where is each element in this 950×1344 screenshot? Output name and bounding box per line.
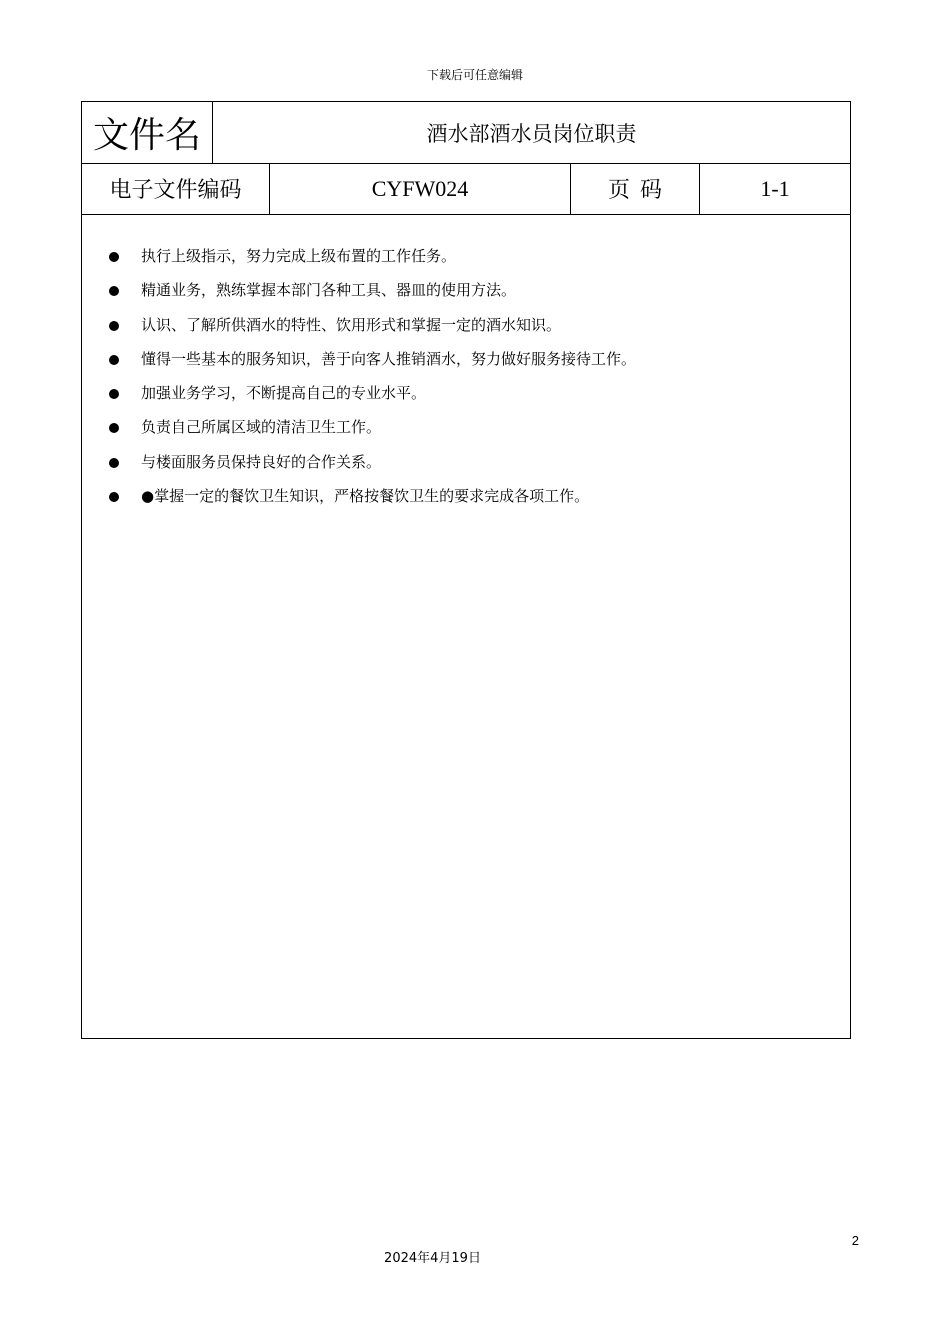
list-item: [82, 479, 850, 513]
document-title: 酒水部酒水员岗位职责: [426, 121, 637, 146]
file-code-label: 电子文件编码: [82, 163, 270, 214]
code-row: [82, 163, 850, 215]
bullet-icon: [109, 389, 119, 399]
list-item: [82, 410, 850, 444]
list-item: [82, 445, 850, 479]
list-item: [82, 239, 850, 273]
file-name-label: 文件名: [82, 102, 213, 163]
page-number: 2: [851, 1233, 859, 1248]
title-row: [82, 102, 850, 164]
duty-text: 负责自己所属区域的清洁卫生工作。: [141, 418, 382, 437]
duty-text: ●掌握一定的餐饮卫生知识，严格按餐饮卫生的要求完成各项工作。: [141, 487, 590, 506]
document-table: [81, 101, 851, 1039]
file-code: CYFW024: [270, 163, 571, 214]
bullet-icon: [109, 355, 119, 365]
list-item: [82, 273, 850, 307]
duty-list: [82, 239, 850, 513]
footer-date: 2024年4月19日: [384, 1251, 481, 1266]
duty-text: 懂得一些基本的服务知识，善于向客人推销酒水，努力做好服务接待工作。: [141, 349, 637, 368]
duty-text: 执行上级指示，努力完成上级布置的工作任务。: [141, 247, 457, 265]
duty-text: 认识、了解所供酒水的特性、饮用形式和掌握一定的酒水知识。: [141, 315, 562, 334]
bullet-icon: [109, 458, 119, 468]
duty-text: 加强业务学习，不断提高自己的专业水平。: [141, 384, 427, 403]
page-value: 1-1: [760, 175, 790, 201]
header-note: 下载后可任意编辑: [426, 68, 523, 82]
list-item: [82, 308, 850, 342]
bullet-icon: [109, 492, 119, 502]
duty-text: 与楼面服务员保持良好的合作关系。: [141, 452, 382, 471]
list-item: [82, 376, 850, 410]
bullet-icon: [109, 252, 119, 262]
bullet-icon: [109, 321, 119, 331]
duty-text: 精通业务，熟练掌握本部门各种工具、器皿的使用方法。: [141, 281, 517, 300]
bullet-icon: [109, 286, 119, 296]
page-label: 页码: [571, 163, 700, 214]
list-item: [82, 342, 850, 376]
bullet-icon: [109, 423, 119, 433]
